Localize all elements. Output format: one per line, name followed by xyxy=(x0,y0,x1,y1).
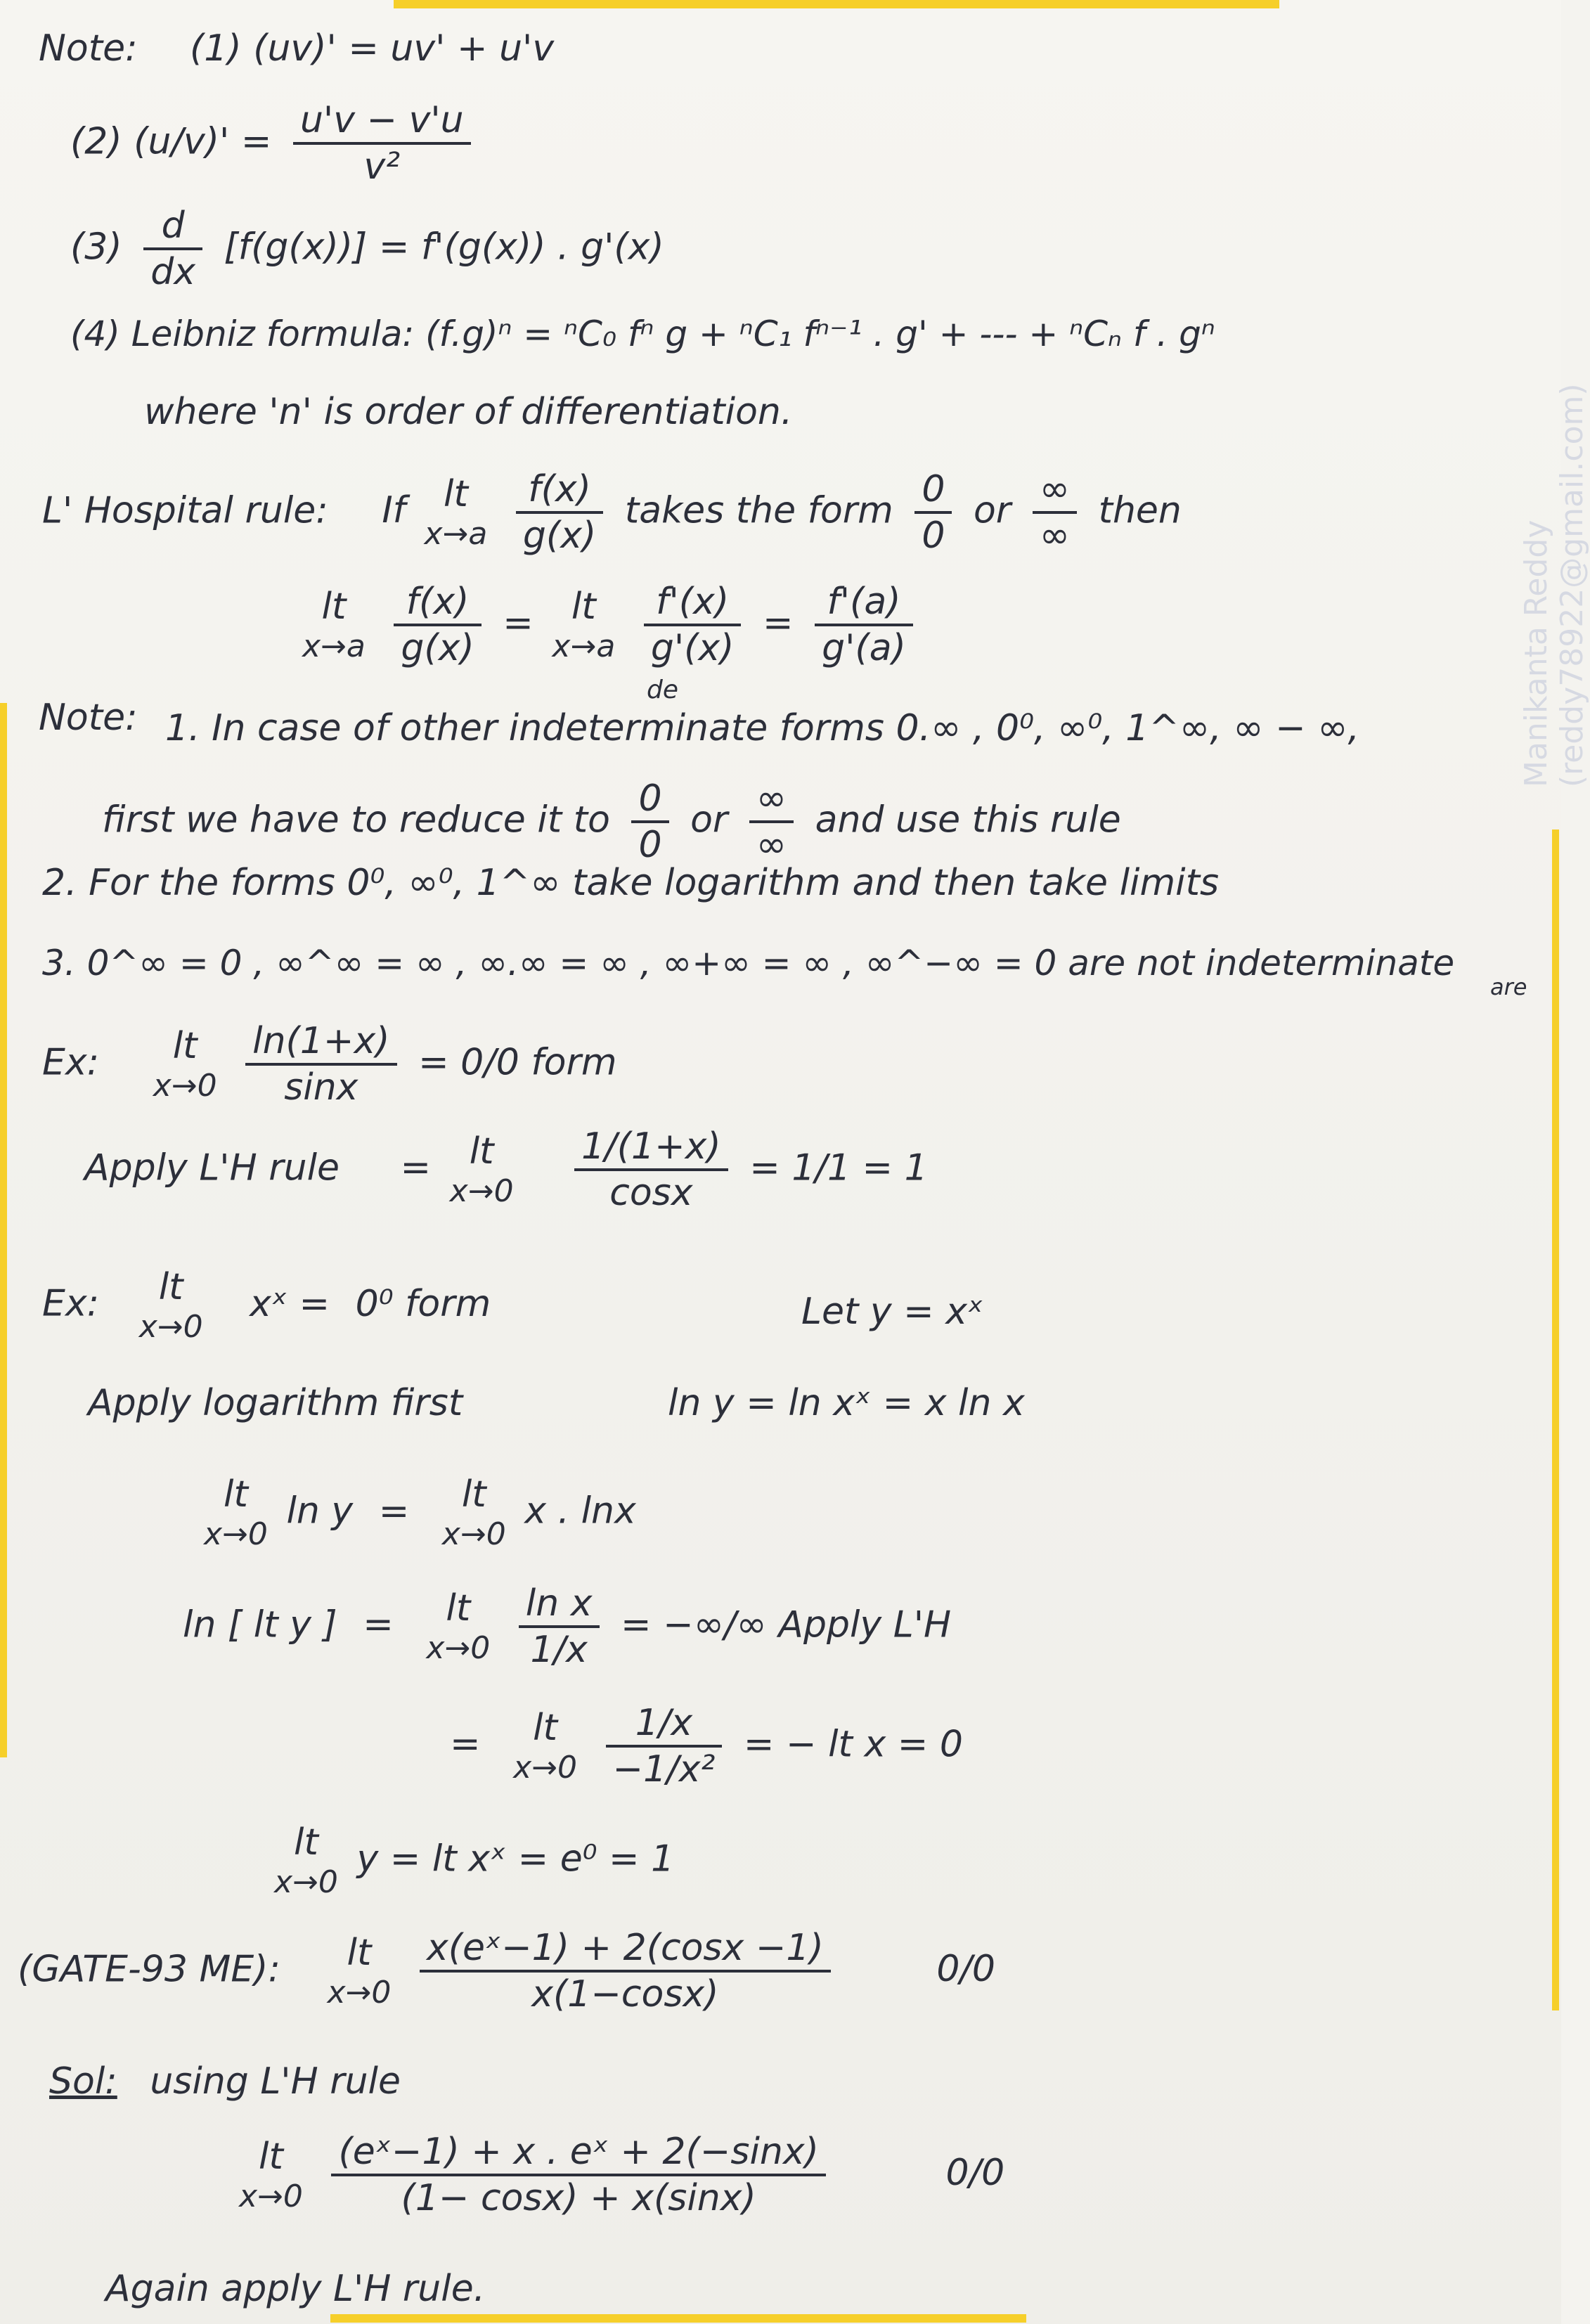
gate-form: 0/0 xyxy=(936,1948,995,1991)
gate-again: Again apply L'H rule. xyxy=(105,2268,486,2310)
rule-chain-derivative xyxy=(143,204,202,295)
gate-step1 xyxy=(232,2130,1004,2221)
note2-item1b-text: first we have to reduce it to xyxy=(102,799,610,841)
note2-label: Note: xyxy=(39,697,138,739)
lhospital-lim-sub: x→a xyxy=(424,516,488,553)
rule-quotient-denominator: v² xyxy=(293,142,471,188)
formula-eq-2: = xyxy=(763,602,794,645)
gate-lim-sub: x→0 xyxy=(327,1975,392,2011)
lhospital-g: g(x) xyxy=(516,511,603,557)
note2-item3: 3. 0^∞ = 0 , ∞^∞ = ∞ , ∞.∞ = ∞ , ∞+∞ = ∞ , ∞^−∞ = 0 are not indeterminate xyxy=(42,943,1455,983)
lhospital-or: or xyxy=(973,489,1011,532)
rule-product: (1) (uv)' = uv' + u'v xyxy=(190,27,555,70)
highlight-top xyxy=(394,0,1279,8)
rule-quotient-fraction xyxy=(293,98,471,189)
ex2-lim-text: lt xyxy=(158,1266,183,1308)
gate-sol xyxy=(49,2060,401,2103)
lhospital-lim-text: lt xyxy=(444,472,468,515)
ex2-step1-right: x . lnx xyxy=(524,1490,636,1532)
ex2-step4-lim-text: lt xyxy=(294,1821,318,1864)
rule-chain-d: d xyxy=(161,205,185,247)
formula-fprime: f'(x) xyxy=(656,581,730,623)
rule-chain-dx: dx xyxy=(143,247,202,294)
lhospital-takes: takes the form xyxy=(624,489,893,532)
ex2-form: 0⁰ form xyxy=(355,1282,491,1325)
note2-zero-den: 0 xyxy=(631,820,668,867)
formula-lim-2-text: lt xyxy=(571,585,596,628)
ex2 xyxy=(42,1265,491,1346)
note2-item2: 2. For the forms 0⁰, ∞⁰, 1^∞ take logarithm and then take limits xyxy=(42,862,1220,904)
rule-quotient xyxy=(70,98,481,189)
ex1-apply xyxy=(84,1125,928,1215)
formula-lim-1 xyxy=(302,585,366,666)
ex1-label: Ex: xyxy=(42,1041,100,1084)
formula-eq-1: = xyxy=(503,602,534,645)
ex1-fraction-2 xyxy=(574,1125,728,1215)
ex2-step2-lim-sub: x→0 xyxy=(426,1630,491,1667)
formula-ga: g'(a) xyxy=(815,624,913,670)
ex1-limit-2 xyxy=(450,1130,514,1211)
gate-den: x(1−cosx) xyxy=(420,1970,831,2016)
ex2-step3-den: −1/x² xyxy=(606,1745,723,1791)
lhospital-title: L' Hospital rule: xyxy=(42,489,328,532)
formula-frac-1 xyxy=(394,580,481,671)
ex2-step1-lim-2 xyxy=(442,1473,506,1554)
gate-step1-den: (1− cosx) + x(sinx) xyxy=(331,2174,826,2220)
gate-lim-text: lt xyxy=(347,1931,372,1974)
formula-lim-1-text: lt xyxy=(321,585,347,628)
formula-frac-2 xyxy=(644,580,742,671)
lhospital-formula xyxy=(295,580,923,671)
highlight-right xyxy=(1552,829,1559,2010)
note2-zero-zero xyxy=(631,777,668,867)
ex2-step1-lim2-sub: x→0 xyxy=(441,1516,506,1553)
formula-lim-2-sub: x→a xyxy=(552,628,616,665)
ex1-form: = 0/0 form xyxy=(418,1041,617,1084)
ex2-label: Ex: xyxy=(42,1282,100,1325)
note2-item1b xyxy=(102,777,1121,867)
lhospital-inf-inf xyxy=(1033,467,1077,558)
lhospital-f: f(x) xyxy=(528,468,591,510)
ex2-step2-den: 1/x xyxy=(519,1625,600,1672)
ex2-step2-left: ln [ lt y ] xyxy=(183,1603,337,1646)
formula-f: f(x) xyxy=(406,581,470,623)
ex2-step3-fraction xyxy=(606,1701,723,1792)
ex2-step4-lim xyxy=(274,1821,338,1902)
gate-using: using L'H rule xyxy=(150,2060,401,2103)
gate-step1-num: (eˣ−1) + x . eˣ + 2(−sinx) xyxy=(338,2131,819,2173)
ex1-apply-text: Apply L'H rule xyxy=(84,1147,340,1189)
note2-inf-num: ∞ xyxy=(756,777,787,820)
ex1-lim2-sub: x→0 xyxy=(449,1173,514,1210)
rule-chain-body: [f(g(x))] = f'(g(x)) . g'(x) xyxy=(224,226,664,269)
gate-sol-label: Sol: xyxy=(49,2060,117,2103)
formula-gprime: g'(x) xyxy=(644,624,742,670)
ex2-step1-lim-sub: x→0 xyxy=(204,1516,268,1553)
lhospital-if: If xyxy=(382,489,406,532)
highlight-bottom xyxy=(330,2314,1026,2323)
rule-chain xyxy=(70,204,664,295)
formula-lim-1-sub: x→a xyxy=(302,628,366,665)
ex2-step3-lim-text: lt xyxy=(533,1706,557,1749)
ex1-den: sinx xyxy=(245,1063,396,1109)
ex2-step3: = lt x→0 $\frac{1/x}{\text{−1/x²}}$ = − lt x = 0 xyxy=(450,1702,963,1791)
gate-step1-lim xyxy=(239,2135,303,2216)
ex2-step1-left: ln y xyxy=(286,1490,354,1532)
ex2-step2: ln [ lt y ] = lt x→0 $\frac{\text{ln x}}{1/x}$ = −∞/∞ Apply L'H xyxy=(183,1582,952,1672)
ex2-expr: xˣ = xyxy=(250,1282,330,1325)
ex1-result: = 1/1 = 1 xyxy=(749,1147,928,1189)
ex2-step3-lim-sub: x→0 xyxy=(513,1750,578,1786)
lhospital-zero-den: 0 xyxy=(914,511,952,557)
lhospital-inf-num: ∞ xyxy=(1039,468,1071,510)
gate-problem xyxy=(18,1926,995,2017)
gate-limit xyxy=(328,1931,392,2012)
ex2-step2-lim-text: lt xyxy=(446,1587,471,1629)
gate-step1-lim-sub: x→0 xyxy=(239,2178,303,2215)
gate-step1-form: 0/0 xyxy=(945,2152,1005,2195)
gate-step1-fraction xyxy=(331,2130,826,2221)
ex2-step4-text: y = lt xˣ = e⁰ = 1 xyxy=(356,1838,675,1880)
formula-lim-2 xyxy=(552,585,615,666)
lhospital-rule xyxy=(42,467,1182,558)
lhospital-zero-num: 0 xyxy=(922,468,945,510)
formula-frac-3 xyxy=(815,580,913,671)
gate-num: x(eˣ−1) + 2(cosx −1) xyxy=(426,1927,824,1969)
ex2-step1-lim xyxy=(204,1473,268,1554)
ex2-let: Let y = xˣ xyxy=(801,1291,984,1333)
ex2-step2-lim xyxy=(426,1587,490,1667)
note2-item3-tail: are xyxy=(1490,974,1527,1000)
gate-fraction xyxy=(420,1926,831,2017)
ex1-eq: = xyxy=(400,1147,432,1189)
note2-inf-inf xyxy=(749,777,794,867)
ex1-limit xyxy=(153,1024,217,1105)
formula-fa: f'(a) xyxy=(827,581,901,623)
ex1-lim2-text: lt xyxy=(469,1130,494,1173)
ex1-num2: 1/(1+x) xyxy=(581,1125,721,1168)
rule-leibniz: (4) Leibniz formula: (f.g)ⁿ = ⁿC₀ fⁿ g + ⁿC₁ fⁿ⁻¹ . g' + --- + ⁿCₙ f . gⁿ xyxy=(70,314,1215,354)
note2-zero-num: 0 xyxy=(638,777,662,820)
ex2-limit xyxy=(139,1265,203,1346)
highlight-left xyxy=(0,703,7,1757)
ex1-den2: cosx xyxy=(574,1168,728,1215)
gate-step1-lim-text: lt xyxy=(259,2135,283,2178)
note-label: Note: xyxy=(39,27,138,70)
ex2-step2-fraction xyxy=(519,1582,600,1672)
lhospital-then: then xyxy=(1098,489,1182,532)
ex2-step4 xyxy=(267,1821,674,1902)
ex2-step1-lim-text: lt xyxy=(224,1473,248,1516)
rule-chain-label: (3) xyxy=(70,226,122,269)
ex2-apply: Apply logarithm first xyxy=(88,1382,463,1424)
ex2-step4-lim-sub: x→0 xyxy=(274,1864,338,1901)
ex2-lim-sub: x→0 xyxy=(138,1309,203,1345)
ex2-step3-lim xyxy=(513,1706,577,1787)
formula-g: g(x) xyxy=(394,624,481,670)
note2-de: de xyxy=(647,676,678,704)
rule-quotient-numerator: u'v − v'u xyxy=(299,99,464,141)
ex1-fraction xyxy=(245,1019,396,1110)
ex1 xyxy=(42,1019,617,1110)
ex2-step1-lim2-text: lt xyxy=(461,1473,486,1516)
ex2-lny: ln y = ln xˣ = x ln x xyxy=(668,1382,1025,1424)
lhospital-zero-zero xyxy=(914,467,952,558)
ex2-step3-num: 1/x xyxy=(635,1702,693,1744)
ex2-step2-num: ln x xyxy=(525,1582,593,1625)
ex2-step3-right: = − lt x = 0 xyxy=(743,1723,963,1766)
gate-label: (GATE-93 ME): xyxy=(18,1948,280,1991)
note2-inf-den: ∞ xyxy=(749,820,794,867)
ex1-lim-sub: x→0 xyxy=(153,1068,217,1104)
note2-item1c-text: and use this rule xyxy=(815,799,1121,841)
ex2-step2-note: = −∞/∞ Apply L'H xyxy=(621,1603,952,1646)
lhospital-inf-den: ∞ xyxy=(1033,511,1077,557)
lhospital-limit xyxy=(425,472,488,553)
ex1-num: ln(1+x) xyxy=(252,1020,390,1062)
watermark: Manikanta Reddy (reddy78922@gmail.com) xyxy=(1518,383,1590,787)
ex2-step1: lt x→0 ln y = lt x→0 x . lnx xyxy=(204,1473,636,1553)
rule-quotient-label: (2) (u/v)' = xyxy=(70,120,272,163)
ex1-lim-text: lt xyxy=(172,1024,198,1067)
note2-item1: 1. In case of other indeterminate forms 0.∞ , 0⁰, ∞⁰, 1^∞, ∞ − ∞, xyxy=(165,707,1360,749)
lhospital-fraction xyxy=(516,467,603,558)
rule-leibniz-where: where 'n' is order of differentiation. xyxy=(144,391,793,433)
note2-or: or xyxy=(690,799,728,841)
